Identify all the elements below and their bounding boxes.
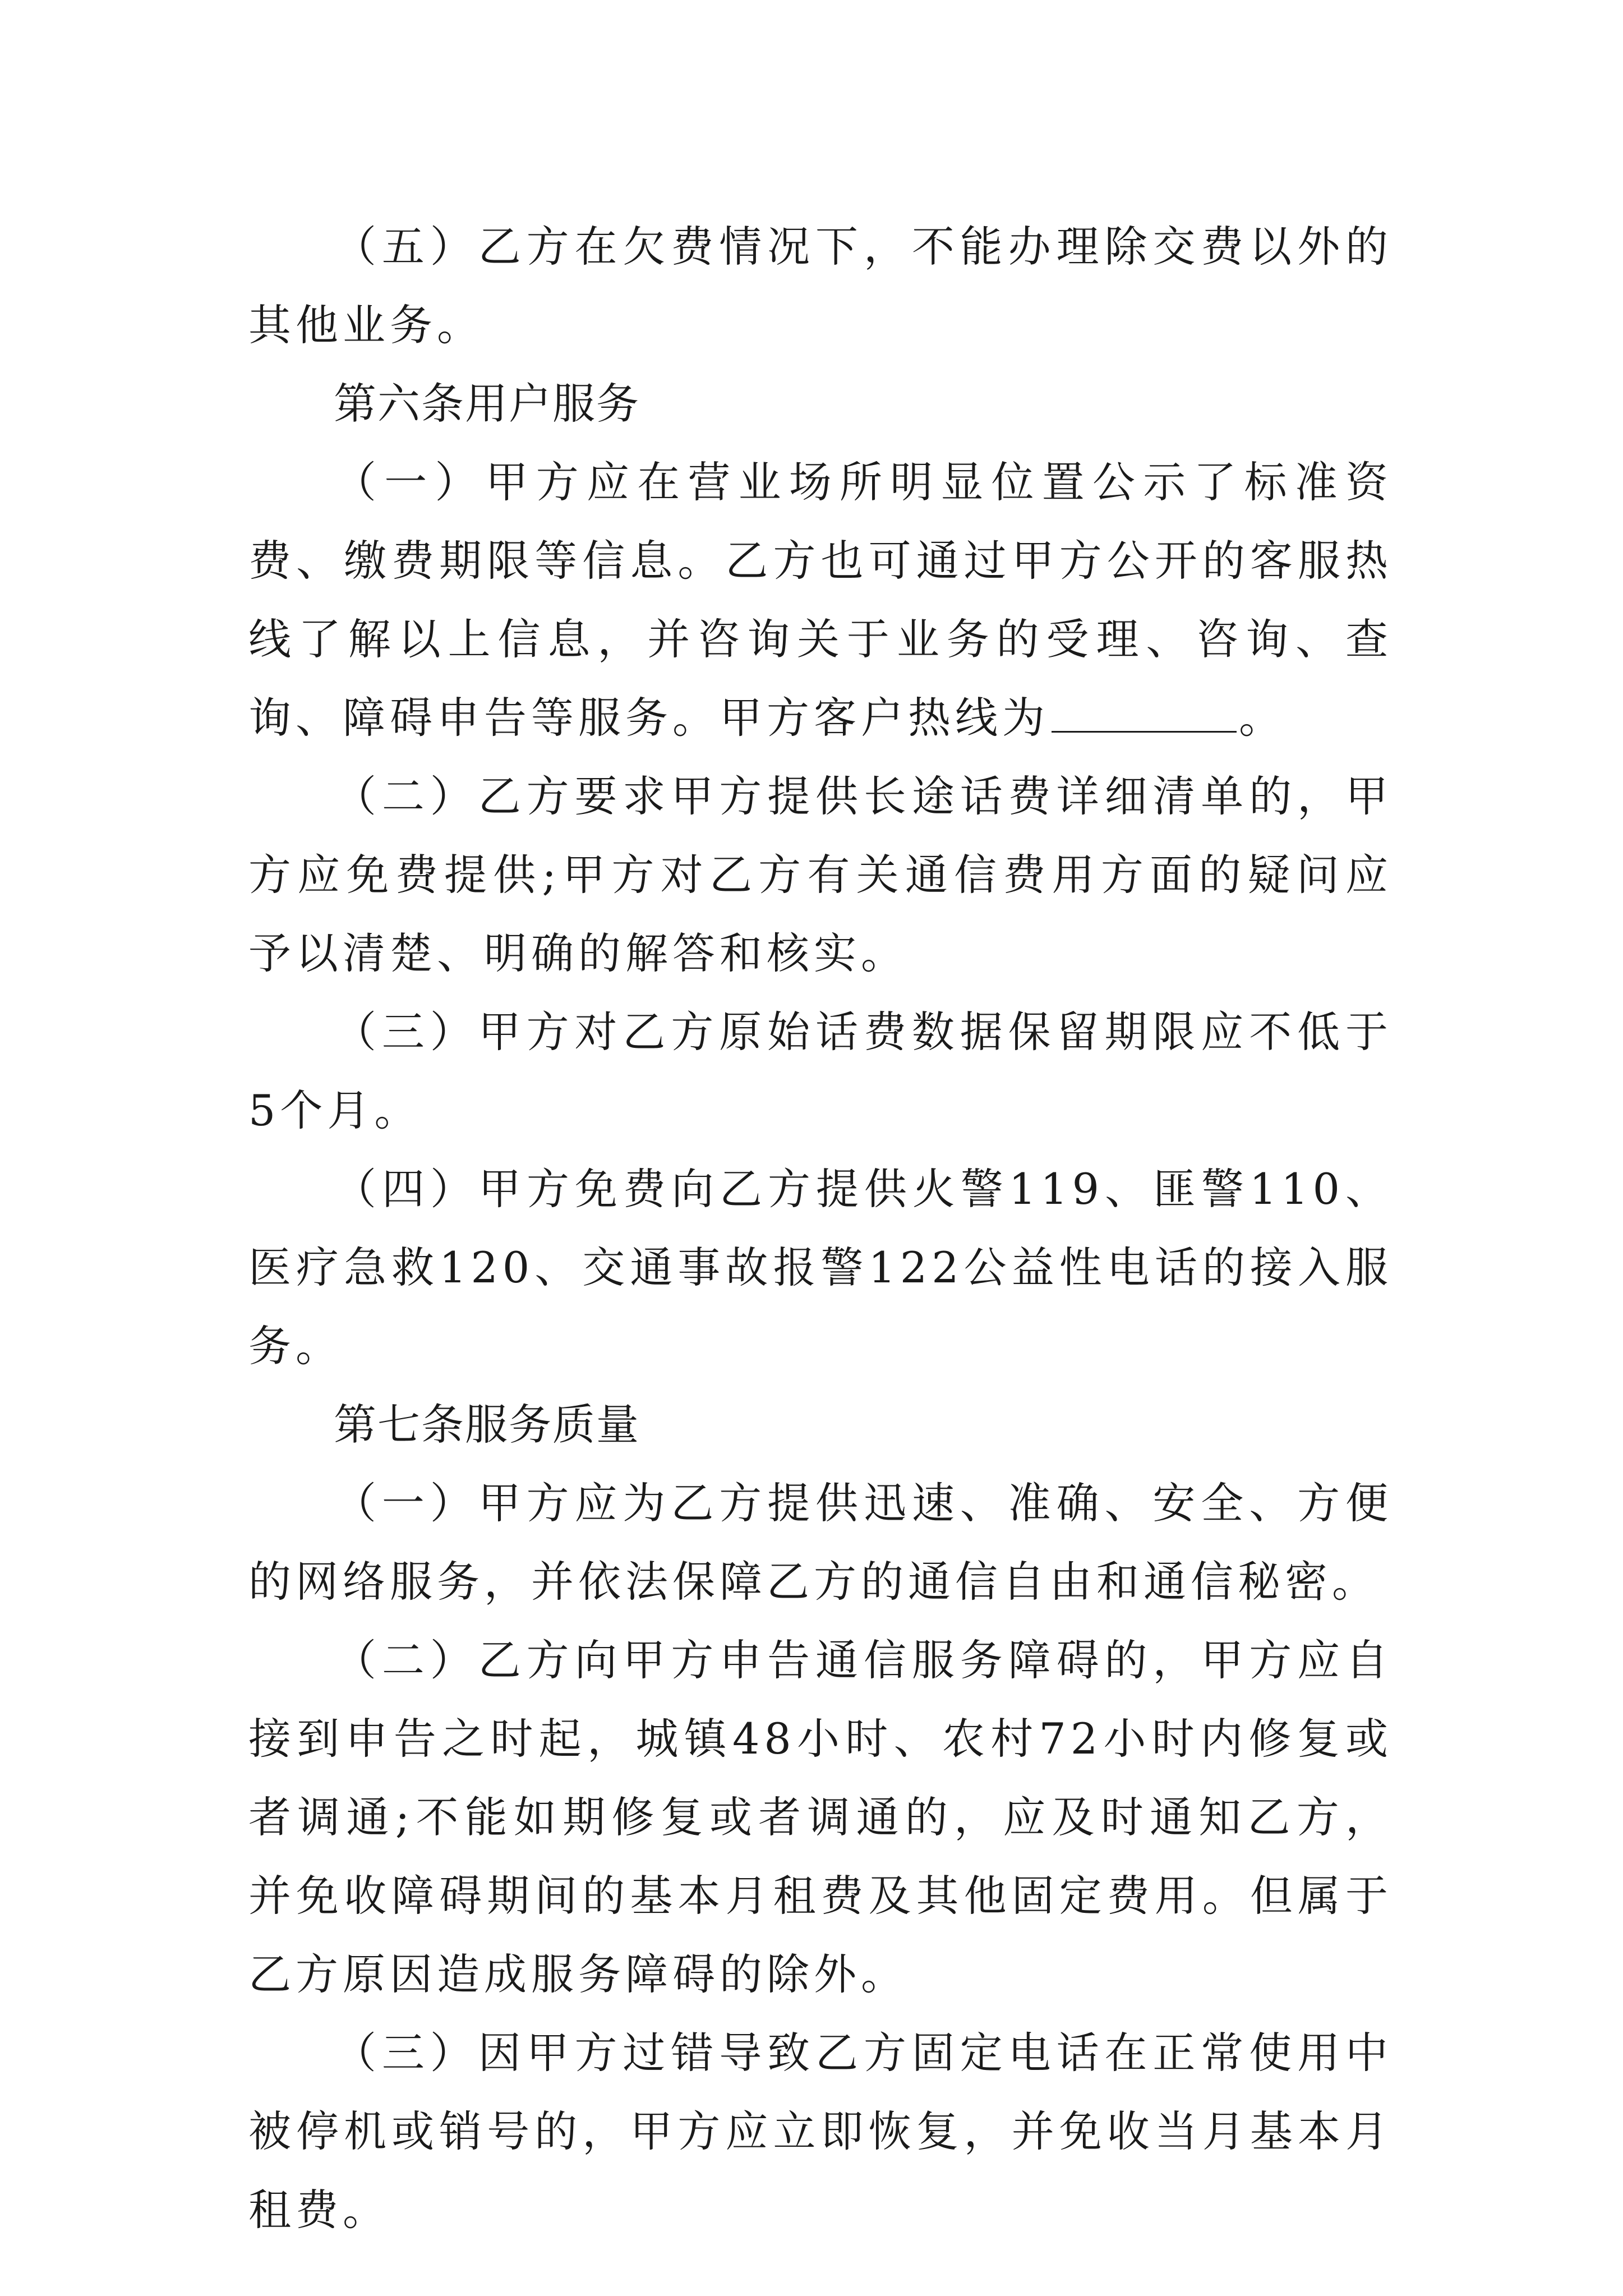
heading-text: 第七条服务质量 — [334, 1400, 640, 1450]
article-6-heading — [248, 365, 1393, 443]
paragraph-suffix: 。 — [1239, 693, 1286, 743]
heading-text: 第六条用户服务 — [334, 379, 640, 429]
clause-6-3-data-retention — [248, 993, 1393, 1150]
paragraph-text: （三）因甲方过错导致乙方固定电话在正常使用中被停机或销号的，甲方应立即恢复，并免收当月基本月租费。 — [248, 2028, 1393, 2235]
paragraph-text: （二）乙方要求甲方提供长途话费详细清单的，甲方应免费提供;甲方对乙方有关通信费用方面的疑问应予以清楚、明确的解答和核实。 — [248, 771, 1393, 978]
clause-6-4-emergency-calls — [248, 1150, 1393, 1386]
clause-7-1-network-service — [248, 1464, 1393, 1621]
clause-7-3-wrongful-suspension — [248, 2014, 1393, 2249]
paragraph-text: （三）甲方对乙方原始话费数据保留期限应不低于5个月。 — [248, 1007, 1393, 1135]
paragraph-text: （五）乙方在欠费情况下，不能办理除交费以外的其他业务。 — [248, 222, 1393, 350]
clause-6-1-service-info — [248, 443, 1393, 757]
paragraph-text: （二）乙方向甲方申告通信服务障碍的，甲方应自接到申告之时起，城镇48小时、农村72小时内修复或者调通;不能如期修复或者调通的，应及时通知乙方，并免收障碍期间的基本月租费及其他固定费用。但属于乙方原因造成服务障碍的除外。 — [248, 1635, 1393, 1999]
clause-7-2-fault-repair — [248, 1621, 1393, 2014]
paragraph-text: （一）甲方应为乙方提供迅速、准确、安全、方便的网络服务，并依法保障乙方的通信自由和通信秘密。 — [248, 1478, 1393, 1607]
document-body — [248, 208, 1393, 2249]
article-7-heading — [248, 1386, 1393, 1464]
clause-6-2-long-distance-bill — [248, 757, 1393, 993]
clause-5-arrears — [248, 208, 1393, 365]
paragraph-text: （四）甲方免费向乙方提供火警119、匪警110、医疗急救120、交通事故报警122公益性电话的接入服务。 — [248, 1164, 1393, 1371]
paragraph-text: （一）甲方应在营业场所明显位置公示了标准资费、缴费期限等信息。乙方也可通过甲方公开的客服热线了解以上信息，并咨询关于业务的受理、咨询、查询、障碍申告等服务。甲方客户热线为 — [248, 457, 1393, 743]
hotline-blank-line — [1052, 692, 1237, 733]
